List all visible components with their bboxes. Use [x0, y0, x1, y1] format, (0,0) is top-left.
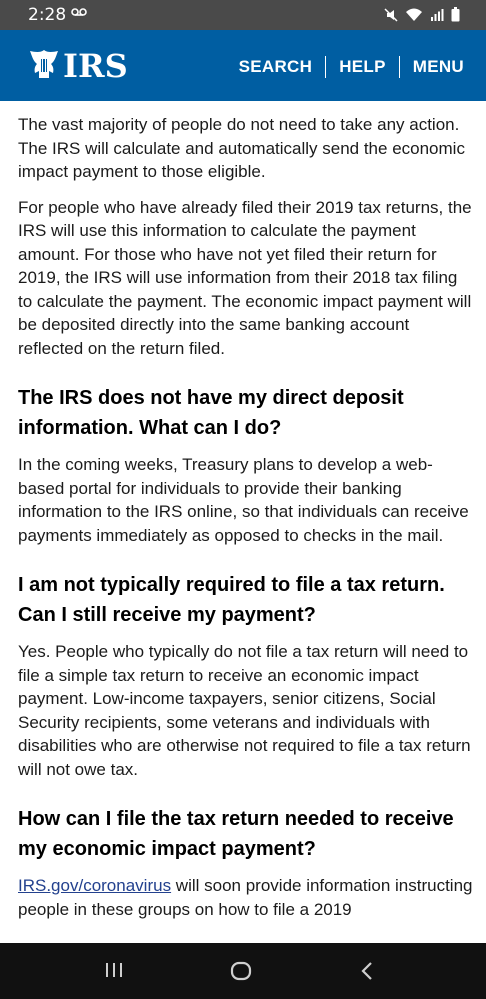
- paragraph: For people who have already filed their 2019 tax returns, the IRS will use this information to calculate the payment amount. For those who have not yet filed their return for 2019, the IRS will use information from their 2018 tax filing to calculate the payment. The economic impact payment will be deposited directly into the same banking account reflected on the return filed.: [18, 197, 472, 358]
- nav-help[interactable]: HELP: [339, 57, 386, 76]
- paragraph: [18, 874, 473, 921]
- paragraph: In the coming weeks, Treasury plans to develop a web-based portal for individuals to provide their banking information to the IRS online, so that individuals can receive payments immediately as opposed to checks in the mail.: [18, 455, 469, 545]
- battery-icon: [451, 7, 460, 27]
- nav-search[interactable]: SEARCH: [238, 57, 313, 76]
- irs-logo[interactable]: [27, 46, 128, 86]
- logo-text: IRS: [63, 47, 128, 85]
- section-heading: How can I file the tax return needed to receive my economic impact payment?: [18, 808, 454, 860]
- status-time: 2:28: [28, 5, 67, 25]
- paragraph: The vast majority of people do not need to take any action. The IRS will calculate and automatically send the economic impact payment to those eligible.: [18, 115, 465, 181]
- section-heading: The IRS does not have my direct deposit information. What can I do?: [18, 387, 404, 439]
- nav-menu[interactable]: MENU: [412, 57, 464, 76]
- signal-icon: [430, 8, 444, 27]
- status-bar: [0, 0, 486, 30]
- back-icon[interactable]: [359, 960, 375, 987]
- system-nav-bar: [0, 943, 486, 999]
- article-content: [18, 113, 473, 943]
- mute-icon: [384, 8, 398, 27]
- system-icons: [384, 7, 460, 27]
- paragraph: Yes. People who typically do not file a tax return will need to file a simple tax return to receive an economic impact payment. Low-income taxpayers, senior citizens, Social Security recipients, some veterans and individuals with disabilities who are otherwise not required to file a tax return will not owe tax.: [18, 642, 471, 779]
- coronavirus-link[interactable]: IRS.gov/coronavirus: [18, 876, 172, 895]
- voicemail-icon: [71, 6, 87, 20]
- recent-apps-icon[interactable]: [103, 960, 125, 985]
- section-heading: I am not typically required to file a tax return. Can I still receive my payment?: [18, 574, 445, 626]
- paragraph-text: will soon provide information instructing people in these groups on how to file a 2019: [18, 876, 473, 919]
- site-header: [0, 30, 486, 101]
- header-nav: [226, 56, 464, 78]
- wifi-icon: [405, 8, 423, 27]
- eagle-icon: [27, 47, 61, 86]
- home-icon[interactable]: [229, 960, 253, 987]
